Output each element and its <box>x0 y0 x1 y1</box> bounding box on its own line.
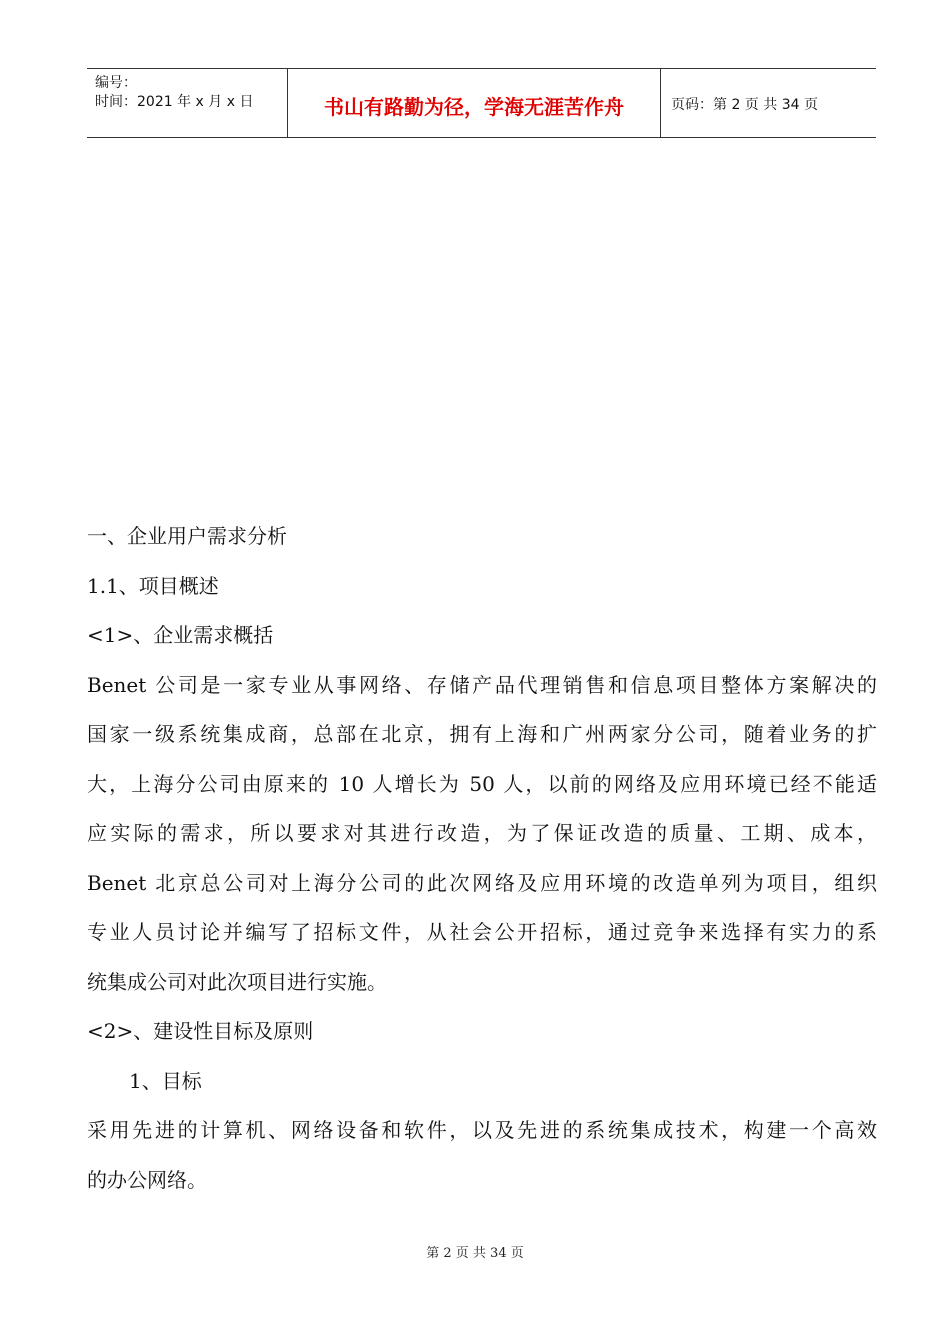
paragraph-line: 采用先进的计算机、网络设备和软件，以及先进的系统集成技术，构建一个高效 <box>87 1118 877 1142</box>
time-label: 时间：2021 年 x 月 x 日 <box>95 94 254 110</box>
paragraph-requirements <box>87 661 877 1008</box>
header-motto-cell <box>288 69 661 137</box>
paragraph-line: 统集成公司对此次项目进行实施。 <box>87 969 387 994</box>
page-footer: 第 2 页 共 34 页 <box>426 1246 524 1261</box>
paragraph-line: Benet 北京总公司对上海分公司的此次网络及应用环境的改造单列为项目，组织 <box>87 870 877 895</box>
subsubsection-heading: <1>、企业需求概括 <box>87 623 274 647</box>
document-header <box>87 68 876 138</box>
section-heading: 一、企业用户需求分析 <box>87 524 287 548</box>
header-meta-cell <box>87 69 288 137</box>
page-info: 页码：第 2 页 共 34 页 <box>671 97 818 113</box>
item-heading: 1、目标 <box>129 1068 202 1093</box>
document-body <box>87 512 877 1205</box>
code-label: 编号： <box>95 75 137 91</box>
paragraph-line: Benet 公司是一家专业从事网络、存储产品代理销售和信息项目整体方案解决的 <box>87 672 877 697</box>
subsubsection-heading: <2>、建设性目标及原则 <box>87 1019 314 1043</box>
paragraph-line: 大，上海分公司由原来的 10 人增长为 50 人，以前的网络及应用环境已经不能适 <box>87 771 877 796</box>
header-page-cell <box>661 69 876 137</box>
paragraph-goal <box>87 1106 877 1205</box>
subsection-heading: 1.1、项目概述 <box>87 573 219 598</box>
paragraph-line: 专业人员讨论并编写了招标文件，从社会公开招标，通过竞争来选择有实力的系 <box>87 920 877 944</box>
paragraph-line: 国家一级系统集成商，总部在北京，拥有上海和广州两家分公司，随着业务的扩 <box>87 722 877 746</box>
paragraph-line: 的办公网络。 <box>87 1167 207 1192</box>
motto-text: 书山有路勤为径，学海无涯苦作舟 <box>324 95 624 119</box>
paragraph-line: 应实际的需求，所以要求对其进行改造，为了保证改造的质量、工期、成本， <box>87 821 877 845</box>
